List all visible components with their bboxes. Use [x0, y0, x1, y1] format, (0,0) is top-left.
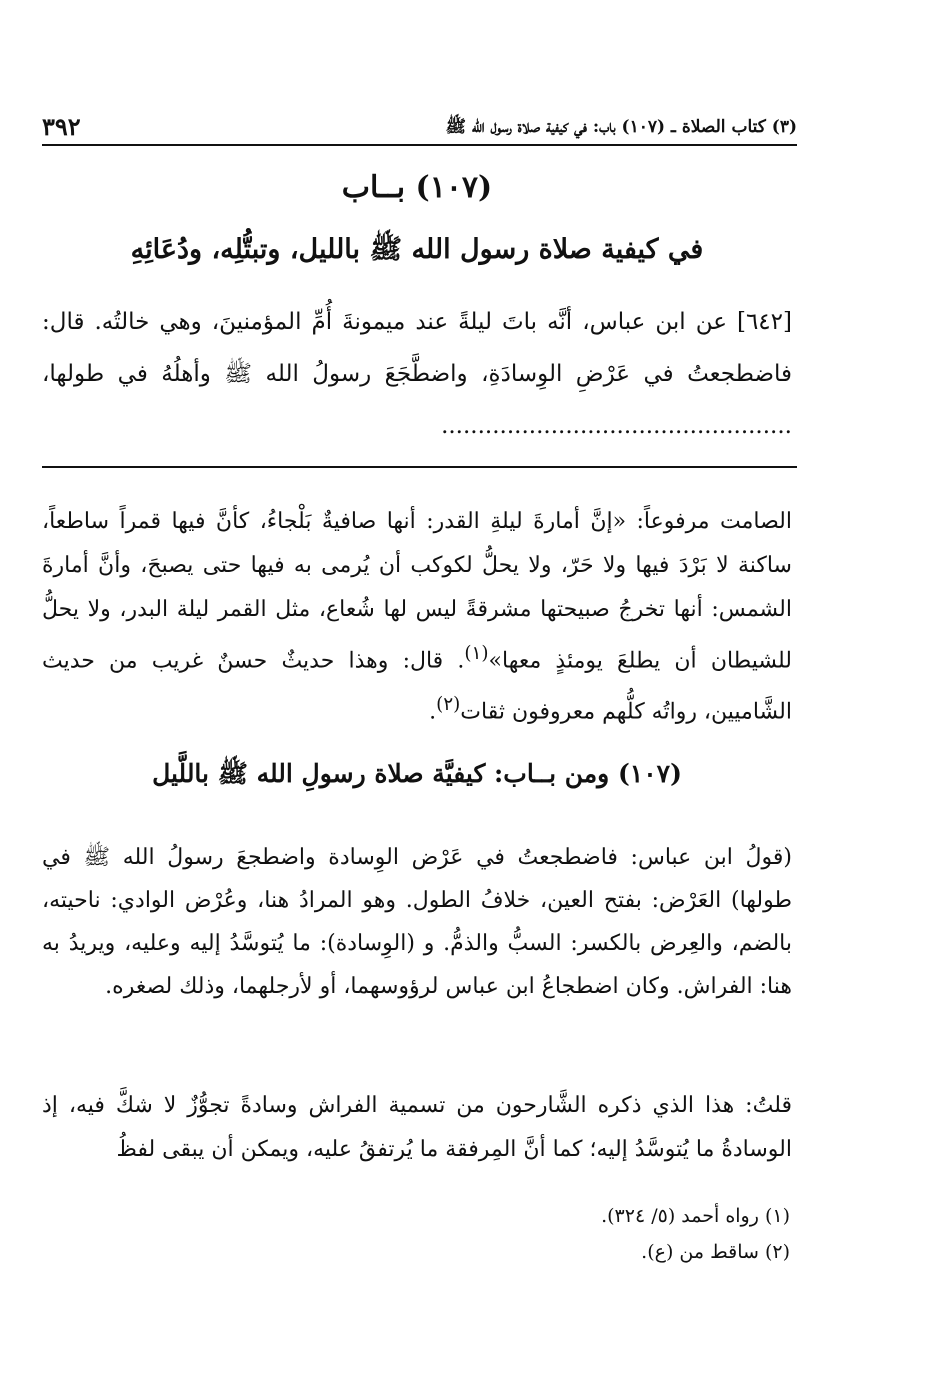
- chapter-title: في كيفية صلاة رسول الله ﷺ بالليل، وتبتُّلِه، ودُعَائِهِ: [130, 234, 704, 265]
- explanation-paragraph: (قولُ ابن عباس: فاضطجعتُ في عَرْض الوِسادة واضطجعَ رسولُ الله ﷺ في طولها) العَرْض: بفتح العين، خلافُ الطول. وهو المرادُ هنا، وعُرْض الوادي: ناحيته، بالضم، والعِرض بالكسر: السبُّ والذمُّ. و (الوِسادة): ما يُتوسَّدُ إليه وعليه، ويريدُ به هنا: الفراش. وكان اضطجاعُ ابن عباس لرؤوسهما، أو لأرجلهما، وذلك لصغره.: [42, 845, 792, 999]
- footnotes: [42, 1198, 790, 1270]
- running-title: (٣) كتاب الصلاة ـ (١٠٧) باب: في كيفية صلاة رسول الله ﷺ: [445, 117, 797, 137]
- page-header: [42, 108, 797, 146]
- chapter-number-heading: (١٠٧) بــاب: [341, 170, 493, 205]
- ellipsis-dots: ................................................: [441, 413, 792, 439]
- hadith-body: [٦٤٢] عن ابن عباس، أنَّه باتَ ليلةً عند ميمونةَ أُمِّ المؤمنينَ، وهي خالتُه. قال: فاضطجعتُ في عَرْضِ الوِسادَةِ، واضطَّجَعَ رسولُ الله ﷺ وأهلُهُ في طولها،: [42, 309, 792, 387]
- section-title: (١٠٧) ومن بــاب: كيفيَّة صلاة رسولِ الله ﷺ باللَّيل: [152, 759, 682, 788]
- hadith-text: [42, 296, 792, 452]
- footnote-ref-2: (٢): [436, 694, 461, 716]
- footnote-ref-1: (١): [464, 643, 489, 664]
- page-number: ٣٩٢: [42, 112, 81, 141]
- section-divider: [42, 466, 797, 468]
- commentary-end: .: [429, 699, 437, 725]
- footnote-1: (١) رواه أحمد (٥/ ٣٢٤).: [601, 1205, 790, 1227]
- commentary-continuation: . قال: وهذا حديثٌ حسنٌ غريب من حديث الشَّاميين، رواتُه كلُّهم معروفون ثقات: [42, 648, 792, 725]
- commentary-text: [42, 500, 792, 735]
- footnote-2: (٢) ساقط من (ع).: [641, 1241, 790, 1263]
- commentary-body: الصامت مرفوعاً: «إنَّ أمارةَ ليلةِ القدر: أنها صافيةٌ بَلْجاءُ، كأنَّ فيها قمراً ساطعاً، ساكنة لا بَرْدَ فيها ولا حَرّ، ولا يحلُّ لكوكب أن يُرمى به فيها حتى يصبحَ، وأنَّ أمارةَ الشمس: أنها تخرجُ صبيحتها مشرقةً ليس لها شُعاع، مثل القمر ليلة البدر، ولا يحلُّ للشيطان أن يطلعَ يومئذٍ معها»: [42, 509, 792, 674]
- explanation-paragraph: قلتُ: هذا الذي ذكره الشَّارحون من تسمية الفراش وسادةً تجوُّزٌ لا شكَّ فيه، إذ الوسادةُ ما يُتوسَّدُ إليه؛ كما أنَّ المِرفقة ما يُرتفقُ عليه، ويمكن أن يبقى لفظُ: [42, 1093, 792, 1162]
